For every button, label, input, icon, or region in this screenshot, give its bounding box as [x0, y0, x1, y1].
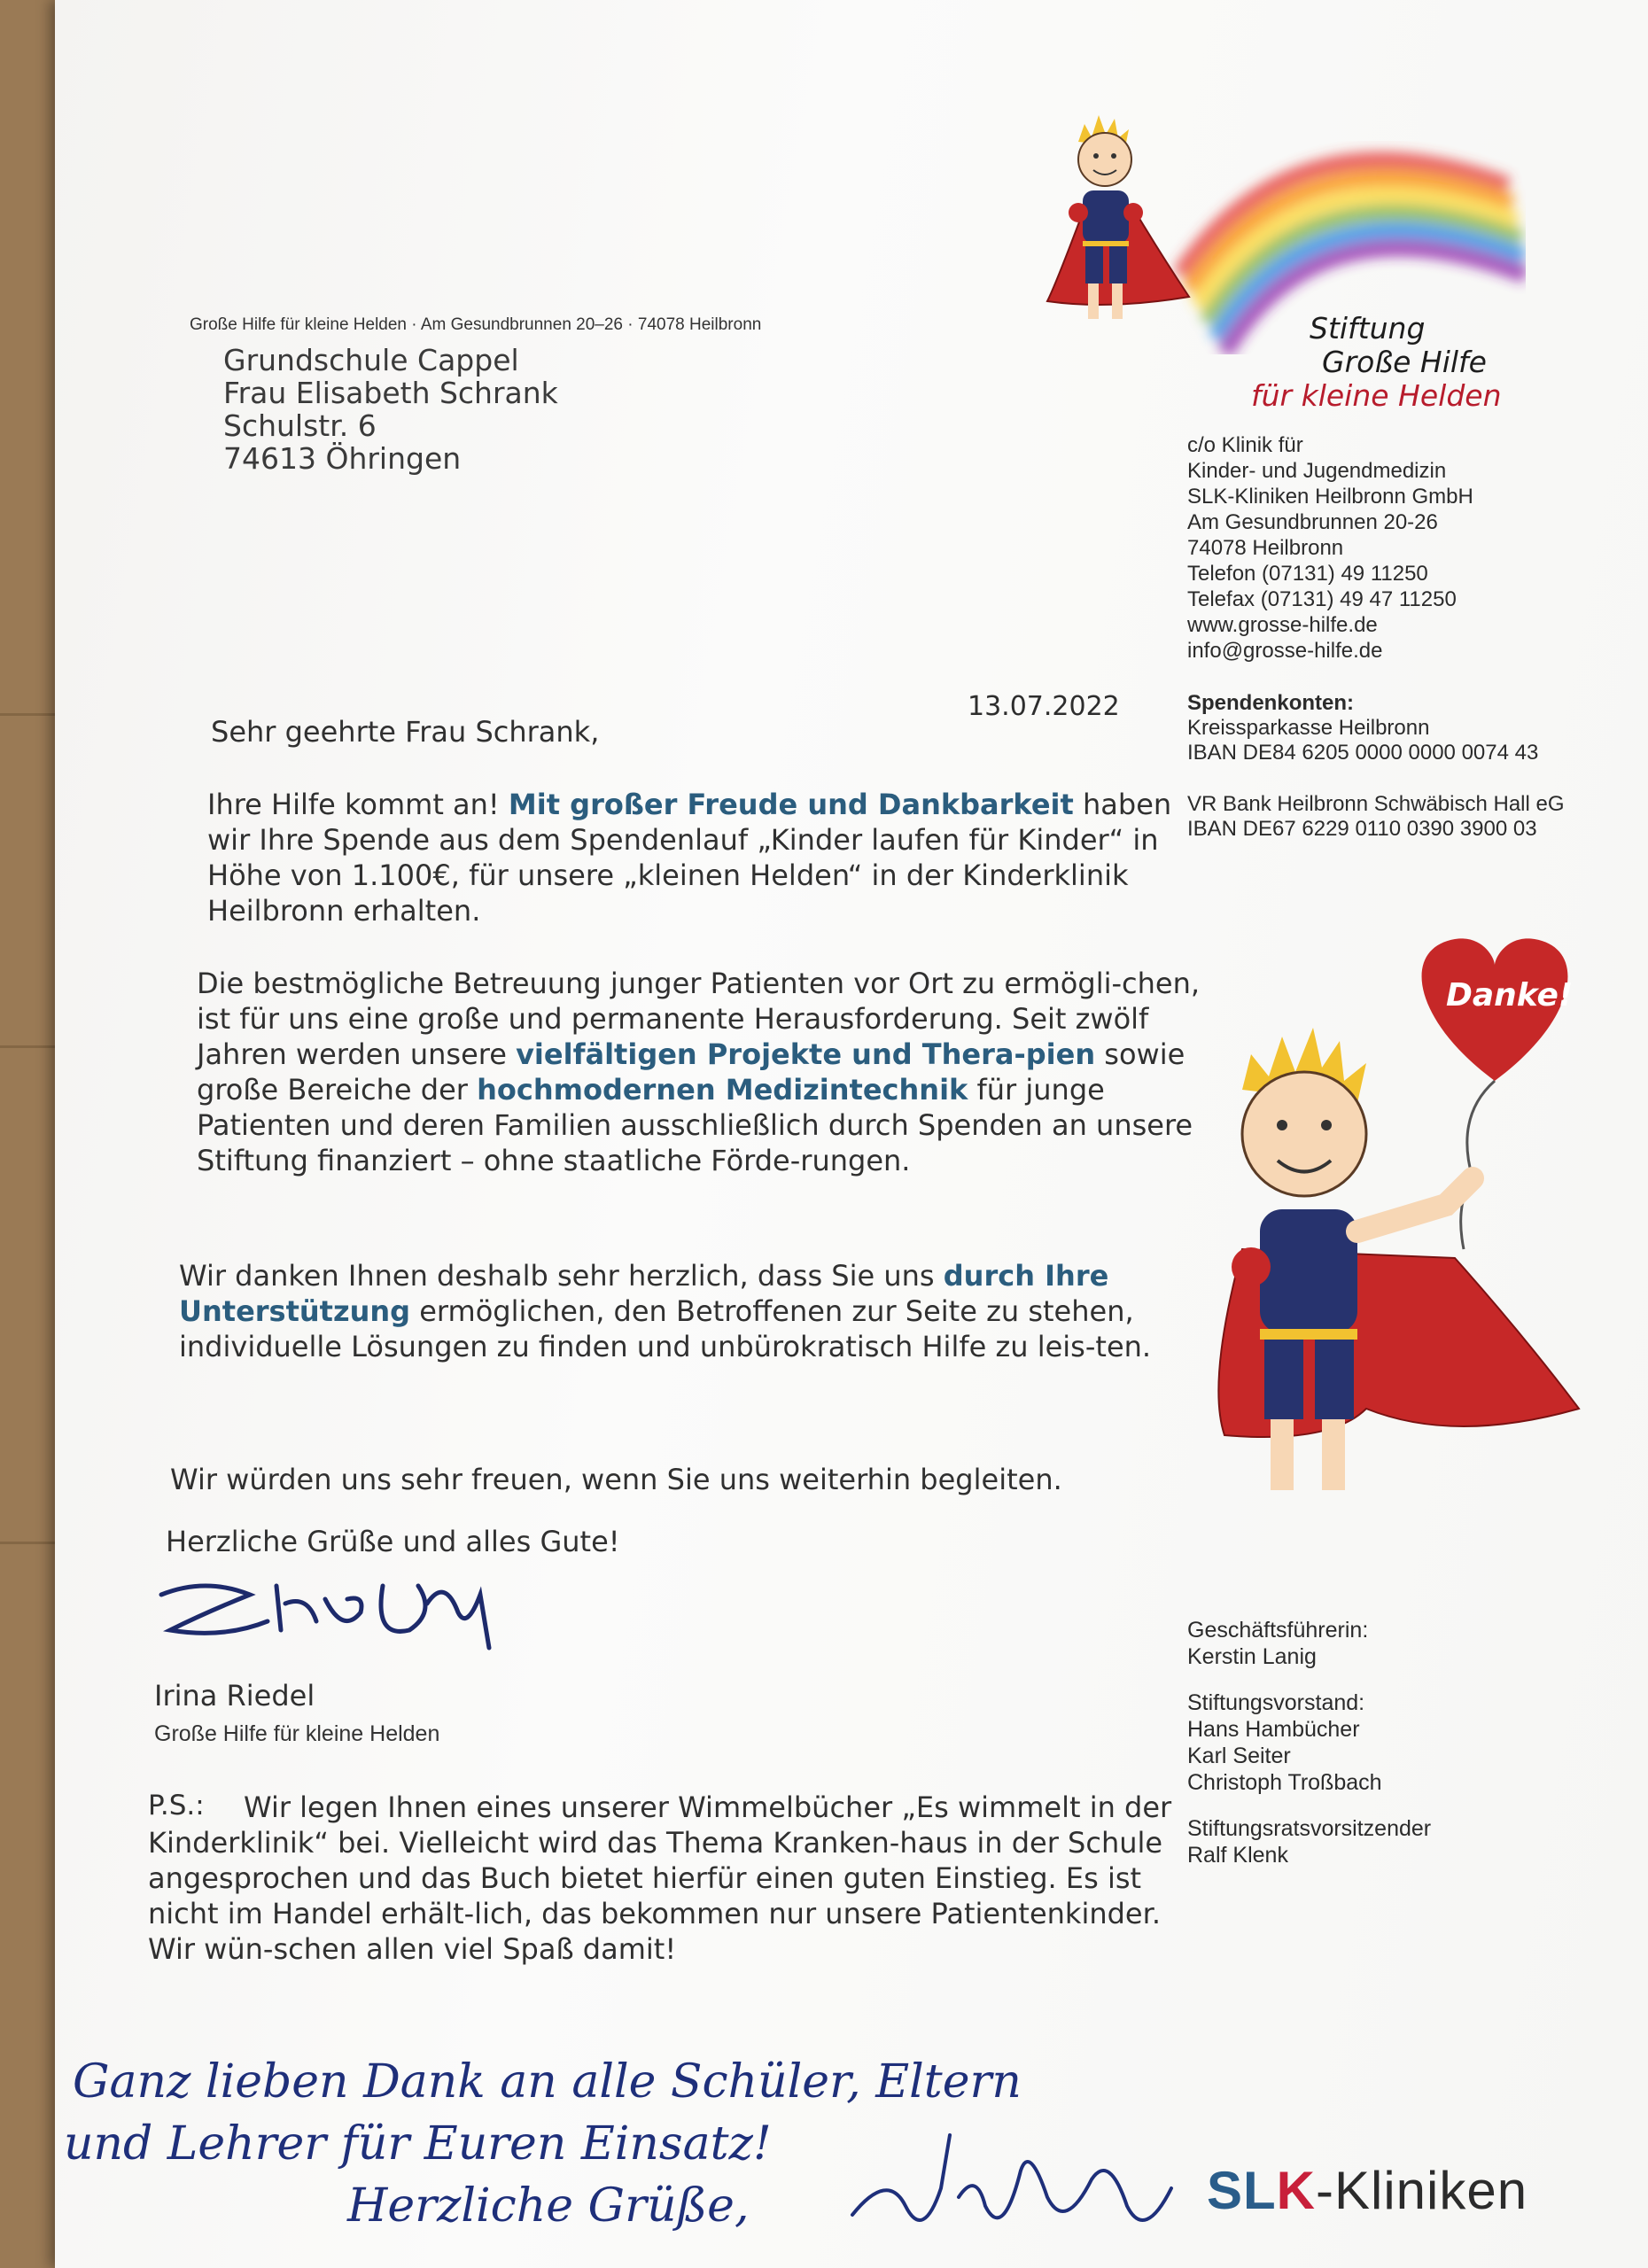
logo-part: -Kliniken	[1316, 2161, 1528, 2220]
text-run: Wir danken Ihnen deshalb sehr herzlich, dass Sie uns	[179, 1259, 944, 1293]
bank-accounts	[1187, 691, 1565, 842]
contact-line: Telefax (07131) 49 47 11250	[1187, 587, 1457, 611]
closing: Herzliche Grüße und alles Gute!	[166, 1525, 620, 1558]
slk-kliniken-logo	[1207, 2160, 1528, 2221]
text-run: haben wir Ihre Spende aus dem Spendenlauf „Kinder laufen für Kinder“ in Höhe von 1.100€, für unsere „kleinen Helden“ in der Kinderklinik Heilbronn erhalten.	[207, 788, 1172, 928]
handwritten-line: Herzliche Grüße,	[347, 2179, 750, 2233]
signature-image	[152, 1559, 560, 1666]
contact-line: Am Gesundbrunnen 20-26	[1187, 510, 1438, 534]
handwritten-line: Ganz lieben Dank an alle Schüler, Eltern	[73, 2055, 1022, 2109]
brand-line-2: Große Hilfe	[1322, 345, 1487, 379]
contact-email: info@grosse-hilfe.de	[1187, 639, 1383, 663]
highlight-text: hochmodernen Medizintechnik	[477, 1073, 968, 1107]
signer-organization: Große Hilfe für kleine Helden	[154, 1721, 440, 1746]
handwritten-line: und Lehrer für Euren Einsatz!	[64, 2117, 772, 2171]
brand-line-1: Stiftung	[1310, 311, 1426, 346]
paragraph-1	[207, 787, 1217, 928]
recipient-line: Grundschule Cappel	[223, 343, 519, 377]
mgmt-label: Stiftungsratsvorsitzender	[1187, 1816, 1432, 1841]
brand-line-3: für kleine Helden	[1251, 378, 1502, 413]
bank-iban: IBAN DE84 6205 0000 0000 0074 43	[1187, 741, 1539, 765]
mgmt-label: Stiftungsvorstand:	[1187, 1690, 1365, 1715]
contact-block	[1187, 432, 1473, 664]
highlight-text: durch Ihre Unterstützung	[179, 1259, 1109, 1328]
mgmt-label: Geschäftsführerin:	[1187, 1618, 1369, 1643]
contact-line: 74078 Heilbronn	[1187, 536, 1344, 560]
bank-title: Spendenkonten:	[1187, 691, 1355, 715]
mgmt-name: Karl Seiter	[1187, 1744, 1291, 1768]
recipient-line: Schulstr. 6	[223, 408, 377, 443]
letter-paper	[55, 0, 1648, 2268]
contact-line: c/o Klinik für	[1187, 433, 1303, 457]
handwritten-signature-image	[835, 2117, 1189, 2259]
highlight-text: Mit großer Freude und Dankbarkeit	[508, 788, 1074, 821]
recipient-line: 74613 Öhringen	[223, 441, 462, 476]
text-run: Die bestmögliche Betreuung junger Patienten vor Ort zu ermögli-chen, ist für uns eine große und permanente Herausforderung. Seit zwölf Jahren werden unsere	[197, 967, 1201, 1071]
mgmt-name: Ralf Klenk	[1187, 1843, 1288, 1868]
bank-name: VR Bank Heilbronn Schwäbisch Hall eG	[1187, 792, 1565, 816]
signer-name: Irina Riedel	[154, 1679, 315, 1713]
ps-label: P.S.:	[148, 1790, 205, 1821]
logo-part: SL	[1207, 2161, 1277, 2220]
contact-line: SLK-Kliniken Heilbronn GmbH	[1187, 485, 1473, 509]
recipient-address	[223, 344, 558, 475]
management-block	[1187, 1617, 1431, 1868]
text-run: für junge Patienten und deren Familien ausschließlich durch Spenden an unsere Stiftung finanziert – ohne staatliche Förde-rungen.	[197, 1073, 1193, 1177]
paragraph-2	[197, 966, 1224, 1178]
balloon-text: Danke!	[1446, 977, 1574, 1014]
paragraph-3	[179, 1258, 1224, 1364]
mgmt-name: Kerstin Lanig	[1187, 1644, 1317, 1669]
sender-return-address: Große Hilfe für kleine Helden · Am Gesundbrunnen 20–26 · 74078 Heilbronn	[190, 315, 762, 334]
contact-line: Telefon (07131) 49 11250	[1187, 562, 1428, 586]
text-run: ermöglichen, den Betroffenen zur Seite zu stehen, individuelle Lösungen zu finden und unbürokratisch Hilfe zu leis-ten.	[179, 1294, 1152, 1363]
contact-line: Kinder- und Jugendmedizin	[1187, 459, 1447, 483]
mgmt-name: Christoph Troßbach	[1187, 1770, 1382, 1795]
contact-website: www.grosse-hilfe.de	[1187, 613, 1378, 637]
bank-iban: IBAN DE67 6229 0110 0390 3900 03	[1187, 817, 1537, 841]
hero-balloon-illustration	[1189, 913, 1648, 1533]
recipient-line: Frau Elisabeth Schrank	[223, 376, 558, 410]
highlight-text: vielfältigen Projekte und Thera-pien	[516, 1037, 1096, 1071]
mgmt-name: Hans Hambücher	[1187, 1717, 1360, 1742]
text-run: sowie große Bereiche der	[197, 1037, 1185, 1107]
ps-text: Wir legen Ihnen eines unserer Wimmelbücher „Es wimmelt in der Kinderklinik“ bei. Vielleicht wird das Thema Kranken-haus in der Schule angesprochen und das Buch bietet hierfür einen guten Einstieg. Es ist nicht im Handel erhält-lich, das bekommen nur unsere Patientenkinder. Wir wün-schen allen viel Spaß damit!	[148, 1790, 1172, 1966]
paragraph-4: Wir würden uns sehr freuen, wenn Sie uns weiterhin begleiten.	[170, 1463, 1062, 1496]
bank-name: Kreissparkasse Heilbronn	[1187, 716, 1430, 740]
salutation: Sehr geehrte Frau Schrank,	[211, 715, 600, 749]
logo-part: K	[1276, 2161, 1317, 2220]
text-run: Ihre Hilfe kommt an!	[207, 788, 509, 821]
letter-date: 13.07.2022	[968, 691, 1120, 722]
foundation-brand	[1251, 312, 1502, 413]
